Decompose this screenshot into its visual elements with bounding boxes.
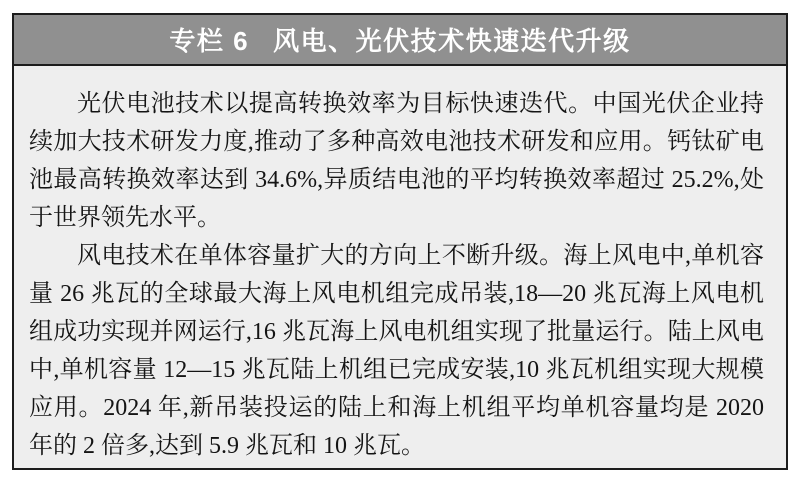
column-box [12,13,788,470]
column-box-header [14,15,786,66]
column-title-text: 风电、光伏技术快速迭代升级 [273,26,631,56]
paragraph-photovoltaic: 光伏电池技术以提高转换效率为目标快速迭代。中国光伏企业持续加大技术研发力度,推动了多种高效电池技术研发和应用。钙钛矿电池最高转换效率达到 34.6%,异质结电池的平均转换效率超过 25.2%,处于世界领先水平。 [29,91,764,231]
column-box-body [14,66,786,468]
paragraph-wind-power: 风电技术在单体容量扩大的方向上不断升级。海上风电中,单机容量 26 兆瓦的全球最大海上风电机组完成吊装,18—20 兆瓦海上风电机组成功实现并网运行,16 兆瓦海上风电机组实现了批量运行。陆上风电中,单机容量 12—15 兆瓦陆上机组已完成安装,10 兆瓦机组实现大规模应用。2024 年,新吊装投运的陆上和海上机组平均单机容量均是 2020 年的 2 倍多,达到 5.9 兆瓦和 10 兆瓦。 [29,243,764,459]
column-box-title [169,21,630,58]
column-number-label: 专栏 6 [169,26,250,56]
